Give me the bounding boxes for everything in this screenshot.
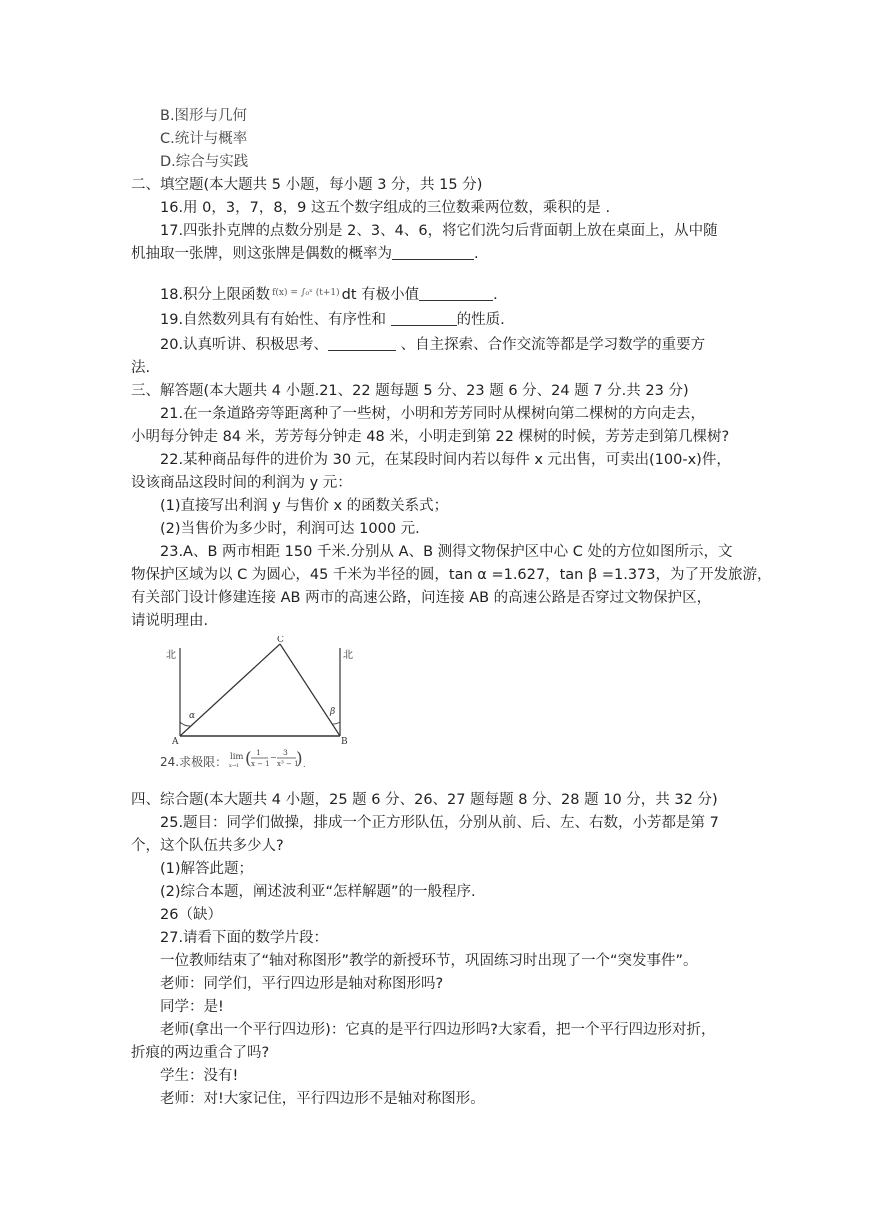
- point-a-label: A: [172, 737, 179, 747]
- question-21-line-2: 小明每分钟走 84 米，芳芳每分钟走 48 米，小明走到第 22 棵树的时候，芳芳走到第几棵树?: [131, 429, 730, 445]
- question-25-sub-1: (1)解答此题；: [160, 861, 254, 877]
- question-22-line-2: 设该商品这段时间的利润为 y 元：: [131, 475, 352, 491]
- section-2-title: 二、填空题(本大题共 5 小题，每小题 3 分，共 15 分): [131, 177, 483, 193]
- option-d: D.综合与实践: [160, 154, 249, 170]
- dialogue-paragraph-1: 一位教师结束了“轴对称图形”教学的新授环节，巩固练习时出现了一个“突发事件”。: [160, 953, 698, 969]
- question-23-line-3: 有关部门设计修建连接 AB 两市的高速公路，问连接 AB 的高速公路是否穿过文物保护区，: [131, 590, 712, 606]
- question-17-line-1: 17.四张扑克牌的点数分别是 2、3、4、6，将它们洗匀后背面朝上放在桌面上，从中随: [160, 223, 718, 239]
- answer-blank: [391, 311, 457, 326]
- q18-end: .: [493, 287, 498, 303]
- lim-subscript: x→1: [229, 763, 240, 769]
- section-3-title: 三、解答题(本大题共 4 小题.21、22 题每题 5 分、23 题 6 分、24 题 7 分.共 23 分): [131, 383, 689, 399]
- alpha-arc: [180, 722, 190, 726]
- frac2-den: x³ − 1: [277, 760, 299, 768]
- dialogue-teacher-3: 老师：对!大家记住，平行四边形不是轴对称图形。: [160, 1091, 485, 1107]
- north-label-right: 北: [343, 650, 353, 661]
- question-17-line-2: [131, 244, 479, 264]
- question-23-line-2: 物保护区域为以 C 为圆心，45 千米为半径的圆，tan α =1.627，tan β =1.373，为了开发旅游，: [131, 567, 772, 583]
- bearing-diagram: [160, 636, 360, 748]
- frac1-num: 1: [256, 748, 261, 757]
- question-25-line-2: 个，这个队伍共多少人?: [131, 838, 284, 854]
- question-27: 27.请看下面的数学片段：: [160, 930, 329, 946]
- answer-blank: [328, 336, 396, 351]
- north-label-left: 北: [166, 650, 176, 661]
- question-20-line-2: 法.: [131, 360, 151, 376]
- point-b-label: B: [341, 737, 348, 747]
- dialogue-students-2: 学生：没有!: [160, 1068, 239, 1084]
- limit-formula: [228, 745, 308, 775]
- dialogue-teacher-2-line-2: 折痕的两边重合了吗?: [131, 1045, 270, 1061]
- question-23-line-4: 请说明理由.: [131, 613, 209, 629]
- question-25-line-1: 25.题目：同学们做操，排成一个正方形队伍，分别从前、后、左、右数，小芳都是第 7: [160, 815, 719, 831]
- q18-text-2: dt 有极小值: [341, 287, 420, 303]
- period: .: [303, 760, 306, 769]
- paren-right: ): [296, 749, 303, 769]
- minus-sign: −: [270, 753, 277, 762]
- segment-ac: [180, 644, 280, 736]
- q18-text: 18.积分上限函数: [160, 287, 271, 303]
- q19-end: 的性质.: [456, 312, 505, 328]
- question-23-line-1: 23.A、B 两市相距 150 千米.分别从 A、B 测得文物保护区中心 C 处的方位如图所示，文: [160, 544, 733, 560]
- question-22-sub-1: (1)直接写出利润 y 与售价 x 的函数关系式；: [160, 498, 449, 514]
- frac2-num: 3: [283, 748, 288, 757]
- section-4-title: 四、综合题(本大题共 4 小题，25 题 6 分、26、27 题每题 8 分、28 题 10 分，共 32 分): [131, 792, 718, 808]
- question-22-line-1: 22.某种商品每件的进价为 30 元，在某段时间内若以每件 x 元出售，可卖出(100-x)件，: [160, 452, 731, 468]
- point-c-label: C: [277, 636, 284, 645]
- question-18: [160, 283, 498, 305]
- q18-formula: f(x) = ∫₀ˣ (t+1): [272, 288, 340, 298]
- question-19: [160, 310, 505, 330]
- segment-bc: [280, 644, 340, 736]
- beta-arc: [332, 722, 340, 724]
- paren-left: (: [245, 749, 252, 769]
- option-c: C.统计与概率: [160, 131, 248, 147]
- q17-text: 机抽取一张牌，则这张牌是偶数的概率为: [131, 246, 392, 262]
- lim-label: lim: [230, 752, 244, 762]
- q20-text: 20.认真听讲、积极思考、: [160, 337, 329, 353]
- option-b: B.图形与几何: [160, 108, 248, 124]
- dialogue-students-1: 同学：是!: [160, 999, 224, 1015]
- dialogue-teacher-2-line-1: 老师(拿出一个平行四边形)：它真的是平行四边形吗?大家看，把一个平行四边形对折，: [160, 1022, 716, 1038]
- question-24: [160, 752, 227, 772]
- question-21-line-1: 21.在一条道路旁等距离种了一些树，小明和芳芳同时从棵树向第二棵树的方向走去，: [160, 406, 706, 422]
- question-26: 26（缺）: [160, 907, 222, 923]
- q17-end: .: [474, 246, 479, 262]
- alpha-label: α: [189, 711, 196, 721]
- q20-text-2: 、自主探索、合作交流等都是学习数学的重要方: [396, 337, 706, 353]
- answer-blank: [419, 286, 493, 301]
- frac1-den: x − 1: [251, 760, 270, 768]
- q24-text: 24.求极限：: [160, 755, 228, 769]
- dialogue-teacher-1: 老师：同学们，平行四边形是轴对称图形吗?: [160, 976, 444, 992]
- beta-label: β: [330, 707, 336, 717]
- question-20: [160, 335, 705, 355]
- q19-text: 19.自然数列具有有始性、有序性和: [160, 312, 391, 328]
- question-25-sub-2: (2)综合本题，阐述波利亚“怎样解题”的一般程序.: [160, 884, 476, 900]
- answer-blank: [392, 245, 474, 260]
- question-16: 16.用 0，3，7，8，9 这五个数字组成的三位数乘两位数，乘积的是 .: [160, 200, 611, 216]
- question-22-sub-2: (2)当售价为多少时，利润可达 1000 元.: [160, 521, 420, 537]
